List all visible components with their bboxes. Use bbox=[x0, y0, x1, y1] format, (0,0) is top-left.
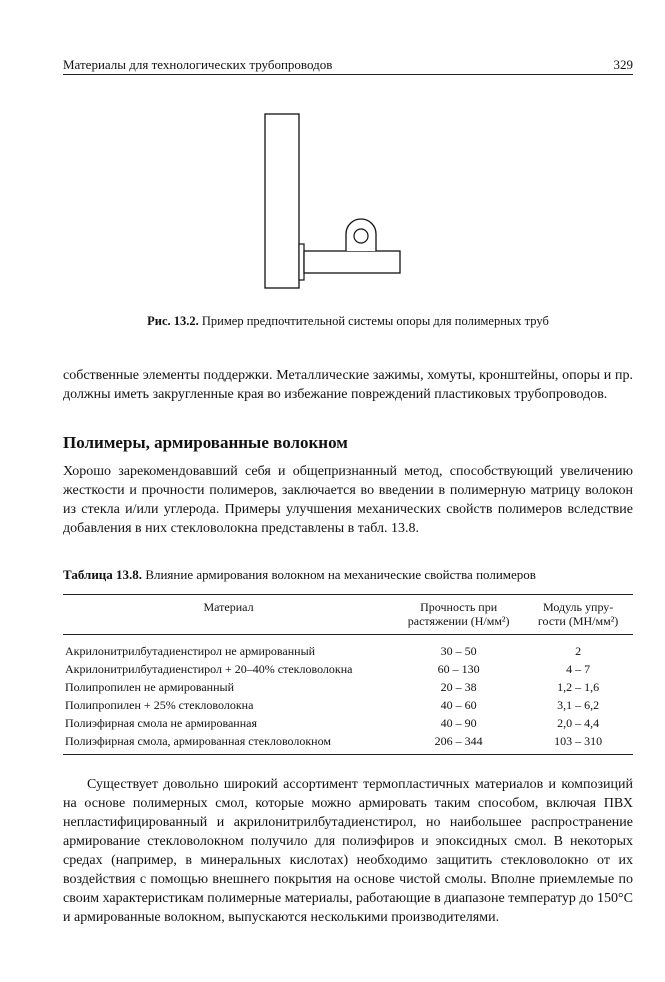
cell-strength: 20 – 38 bbox=[440, 680, 477, 694]
cell-material: Полипропилен + 25% стекловолокна bbox=[65, 698, 254, 712]
header-material: Материал bbox=[203, 600, 254, 614]
table-caption bbox=[63, 567, 633, 583]
header-strength bbox=[394, 595, 523, 635]
table-header-row bbox=[63, 595, 633, 635]
figure-caption-text: Пример предпочтительной системы опоры для полимерных труб bbox=[201, 314, 549, 328]
table-row bbox=[63, 696, 633, 714]
figure-caption bbox=[63, 314, 633, 329]
support-column bbox=[265, 114, 299, 288]
table-row bbox=[63, 714, 633, 732]
properties-table bbox=[63, 594, 633, 755]
header-strength-line2: растяжении (Н/мм²) bbox=[407, 614, 510, 628]
running-header bbox=[63, 56, 633, 75]
table-caption-label: Таблица 13.8. bbox=[63, 567, 143, 582]
table-row bbox=[63, 635, 633, 661]
paragraph-1: собственные элементы поддержки. Металлические зажимы, хомуты, кронштейны, опоры и пр. должны иметь закругленные края во избежание повреждений пластиковых трубопроводов. bbox=[63, 368, 633, 402]
cell-material: Акрилонитрилбутадиенстирол + 20–40% стекловолокна bbox=[65, 662, 353, 676]
running-header-title: Материалы для технологических трубопроводов bbox=[63, 57, 333, 72]
cell-material: Полиэфирная смола не армированная bbox=[65, 716, 257, 730]
cell-material: Полипропилен не армированный bbox=[65, 680, 234, 694]
cell-modulus: 3,1 – 6,2 bbox=[557, 698, 600, 712]
cell-material: Полиэфирная смола, армированная стекловолокном bbox=[65, 734, 331, 748]
cell-strength: 60 – 130 bbox=[437, 662, 480, 676]
cell-strength: 206 – 344 bbox=[434, 734, 483, 748]
cell-strength: 40 – 90 bbox=[440, 716, 477, 730]
page-number: 329 bbox=[613, 57, 633, 72]
cell-modulus: 2 bbox=[575, 644, 582, 658]
cell-modulus: 4 – 7 bbox=[566, 662, 591, 676]
cell-modulus: 2,0 – 4,4 bbox=[557, 716, 600, 730]
header-modulus-line1: Модуль упру- bbox=[542, 600, 614, 614]
section-heading: Полимеры, армированные волокном bbox=[63, 433, 348, 452]
table-row bbox=[63, 678, 633, 696]
paragraph-3: Существует довольно широкий ассортимент термопластичных материалов и композиций на основе полимерных смол, которые можно армировать таким способом, включая ПВХ непластифицированный и акрилонитрилбутадиенстирол, но наибольшее распространение армирование стекловолокном получило для полиэфиров и эпоксидных смол. В некоторых средах (например, в минеральных кислотах) необходимо защитить стекловолокно от их воздействия с помощью внешнего покрытия на основе чистой смолы. Вполне приемлемые по своим характеристикам полимерные материалы, работающие в диапазоне температур до 150°С и армированные волокном, выпускаются несколькими производителями. bbox=[63, 777, 633, 925]
table-caption-text: Влияние армирования волокном на механические свойства полимеров bbox=[145, 567, 536, 582]
cell-modulus: 1,2 – 1,6 bbox=[557, 680, 600, 694]
bracket-plate bbox=[299, 244, 304, 280]
pipe-support-figure bbox=[262, 110, 422, 300]
cell-material: Акрилонитрилбутадиенстирол не армированный bbox=[65, 644, 316, 658]
header-modulus bbox=[523, 595, 633, 635]
header-strength-line1: Прочность при bbox=[420, 600, 498, 614]
header-modulus-line2: гости (МН/мм²) bbox=[537, 614, 619, 628]
table-row bbox=[63, 660, 633, 678]
table-row bbox=[63, 732, 633, 755]
paragraph-2: Хорошо зарекомендовавший себя и общепризнанный метод, способствующий увеличению жесткости и прочности полимеров, заключается во введении в полимерную матрицу волокон из стекла и/или углерода. Примеры улучшения механических свойств полимеров вследствие добавления в них стекловолокна представлены в табл. 13.8. bbox=[63, 464, 633, 536]
cell-modulus: 103 – 310 bbox=[554, 734, 603, 748]
cell-strength: 30 – 50 bbox=[440, 644, 477, 658]
cell-strength: 40 – 60 bbox=[440, 698, 477, 712]
support-arm bbox=[304, 251, 400, 273]
clamp-hole bbox=[354, 229, 368, 243]
figure-caption-label: Рис. 13.2. bbox=[147, 314, 199, 328]
